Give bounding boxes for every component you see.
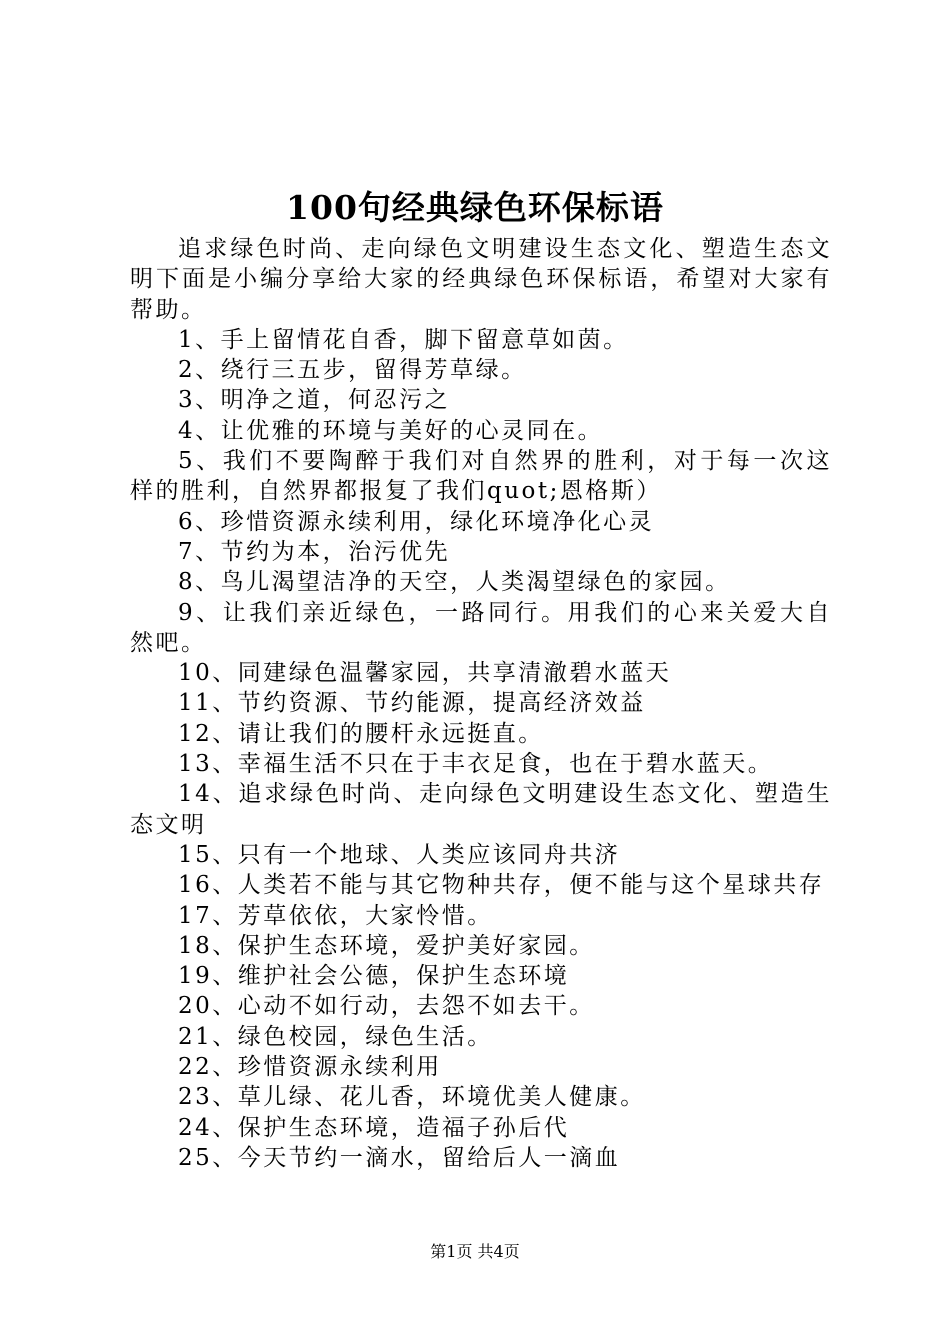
slogan-item-14: 14、追求绿色时尚、走向绿色文明建设生态文化、塑造生态文明 — [130, 781, 832, 838]
slogan-item-21: 21、绿色校园，绿色生活。 — [178, 1023, 493, 1050]
slogan-item-5: 5、我们不要陶醉于我们对自然界的胜利，对于每一次这样的胜利，自然界都报复了我们quot;恩格斯） — [130, 448, 832, 505]
slogan-item-11: 11、节约资源、节约能源，提高经济效益 — [178, 690, 646, 717]
document-body — [130, 234, 832, 1173]
slogan-item-3: 3、明净之道，何忍污之 — [178, 387, 451, 414]
slogan-item-20: 20、心动不如行动，去怨不如去干。 — [178, 993, 595, 1020]
slogan-item-25: 25、今天节约一滴水，留给后人一滴血 — [178, 1144, 621, 1171]
slogan-item-6: 6、珍惜资源永续利用，绿化环境净化心灵 — [178, 508, 655, 535]
slogan-item-13: 13、幸福生活不只在于丰衣足食，也在于碧水蓝天。 — [178, 751, 774, 778]
document-title: 100句经典绿色环保标语 — [286, 188, 664, 227]
slogan-item-4: 4、让优雅的环境与美好的心灵同在。 — [178, 417, 604, 444]
slogan-item-10: 10、同建绿色温馨家园，共享清澈碧水蓝天 — [178, 660, 672, 687]
page-footer: 第1页 共4页 — [430, 1242, 520, 1261]
slogan-item-18: 18、保护生态环境，爱护美好家园。 — [178, 932, 595, 959]
slogan-item-2: 2、绕行三五步，留得芳草绿。 — [178, 357, 527, 384]
slogan-item-7: 7、节约为本，治污优先 — [178, 538, 451, 565]
slogan-item-17: 17、芳草依依，大家怜惜。 — [178, 902, 493, 929]
slogan-item-8: 8、鸟儿渴望洁净的天空，人类渴望绿色的家园。 — [178, 569, 731, 596]
intro-paragraph: 追求绿色时尚、走向绿色文明建设生态文化、塑造生态文明下面是小编分享给大家的经典绿色环保标语，希望对大家有帮助。 — [130, 236, 832, 323]
slogan-item-19: 19、维护社会公德，保护生态环境 — [178, 963, 570, 990]
slogan-item-22: 22、珍惜资源永续利用 — [178, 1054, 442, 1081]
slogan-item-9: 9、让我们亲近绿色，一路同行。用我们的心来关爱大自然吧。 — [130, 599, 832, 656]
slogan-item-1: 1、手上留情花自香，脚下留意草如茵。 — [178, 326, 629, 353]
slogan-item-16: 16、人类若不能与其它物种共存，便不能与这个星球共存 — [178, 872, 825, 899]
slogan-item-23: 23、草儿绿、花儿香，环境优美人健康。 — [178, 1084, 646, 1111]
slogan-item-15: 15、只有一个地球、人类应该同舟共济 — [178, 841, 621, 868]
slogan-item-24: 24、保护生态环境，造福子孙后代 — [178, 1114, 570, 1141]
slogan-item-12: 12、请让我们的腰杆永远挺直。 — [178, 720, 544, 747]
